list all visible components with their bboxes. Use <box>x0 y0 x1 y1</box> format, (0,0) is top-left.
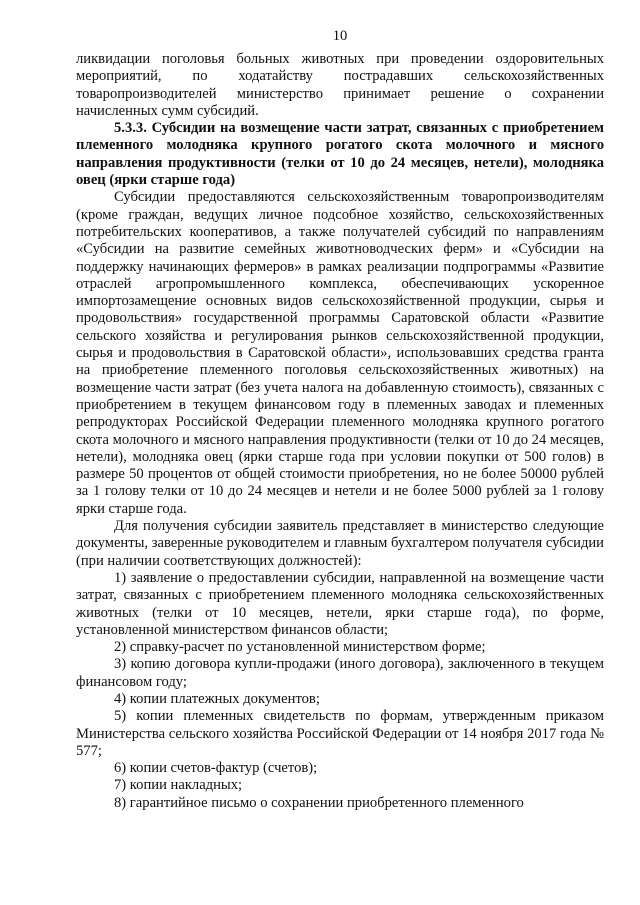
section-heading: 5.3.3. Субсидии на возмещение части затрат, связанных с приобретением племенного молодняка крупного рогатого скота молочного и мясного направления продуктивности (телки от 10 до 24 месяцев, нетели), молодняка овец (ярки старше года) <box>76 120 604 189</box>
list-item: 4) копии платежных документов; <box>114 690 320 707</box>
page-number: 10 <box>332 28 348 44</box>
document-page <box>76 28 604 812</box>
paragraph-documents-intro: Для получения субсидии заявитель представляет в министерство следующие документы, заверенные руководителем и главным бухгалтером получателя субсидии (при наличии соответствующих должностей): <box>76 518 604 569</box>
list-item: 6) копии счетов-фактур (счетов); <box>114 760 318 777</box>
list-item: 1) заявление о предоставлении субсидии, направленной на возмещение части затрат, связанных с приобретением племенного молодняка сельскохозяйственных животных (телки от 10 месяцев, нетели, ярки старше года), по форме, установленной министерством финансов области; <box>76 569 604 638</box>
continuation-paragraph: ликвидации поголовья больных животных при проведении оздоровительных мероприятий, по ходатайству пострадавших сельскохозяйственных товаропроизводителей министерство принимает решение о сохранении начисленных сумм субсидий. <box>76 51 604 119</box>
list-item: 7) копии накладных; <box>114 777 243 794</box>
list-item: 5) копии племенных свидетельств по формам, утвержденным приказом Министерства сельского хозяйства Российской Федерации от 14 ноября 2017 года № 577; <box>76 708 604 759</box>
list-item: 3) копию договора купли-продажи (иного договора), заключенного в текущем финансовом году; <box>76 656 604 690</box>
documents-list <box>76 570 604 812</box>
list-item: 2) справку-расчет по установленной министерством форме; <box>114 639 486 656</box>
paragraph-subsidy-conditions: Субсидии предоставляются сельскохозяйственным товаропроизводителям (кроме граждан, ведущих личное подсобное хозяйство, сельскохозяйственных потребительских кооперативов, а также получателей субсидий по направлениям «Субсидии на развитие семейных животноводческих ферм» и «Субсидии на поддержку начинающих фермеров» в рамках реализации подпрограммы «Развитие отраслей агропромышленного комплекса, обеспечивающих ускоренное импортозамещение основных видов сельскохозяйственной продукции, сырья и продовольствия» государственной программы Саратовской области «Развитие сельского хозяйства и регулирования рынков сельскохозяйственной продукции, сырья и продовольствия в Саратовской области», использовавших средства гранта на приобретение племенного поголовья сельскохозяйственных животных) на возмещение части затрат (без учета налога на добавленную стоимость), связанных с приобретением в текущем финансовом году в племенных заводах и племенных репродукторах Российской Федерации племенного молодняка крупного рогатого скота молочного и мясного направления продуктивности (телки от 10 до 24 месяцев, нетели), молодняка овец (ярки старше года при условии покупки от 500 голов) в размере 50 процентов от общей стоимости приобретения, но не более 50000 рублей за 1 голову телки от 10 до 24 месяцев и нетели и не более 5000 рублей за 1 голову ярки старше года. <box>76 189 604 517</box>
list-item: 8) гарантийное письмо о сохранении приобретенного племенного <box>114 794 524 811</box>
